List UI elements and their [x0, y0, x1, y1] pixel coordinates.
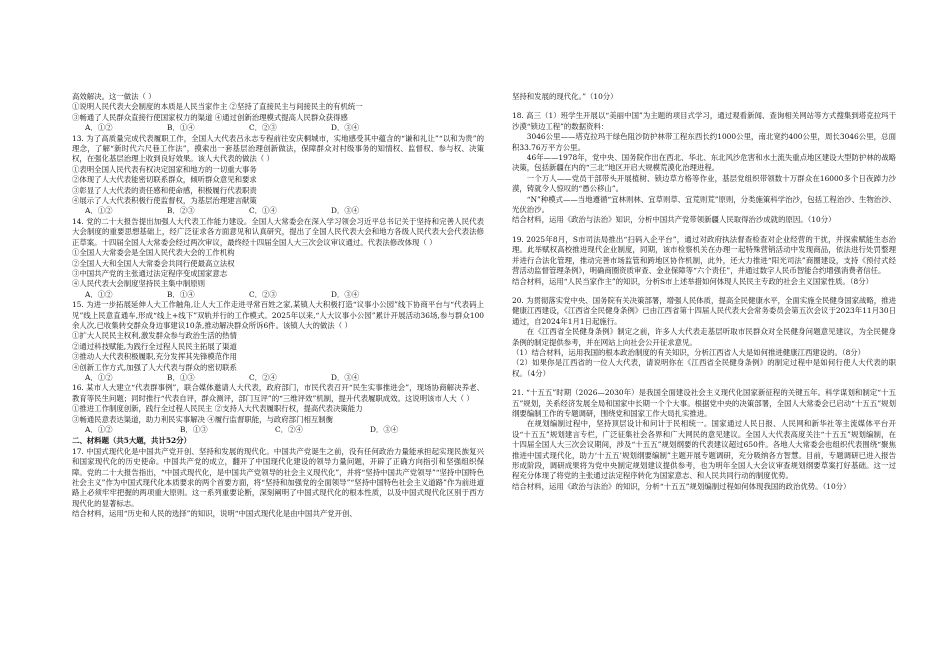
q15-statement: ③推动人大代表积极履职,充分发挥其先锋模范作用	[72, 352, 237, 362]
question-13	[72, 134, 484, 217]
q16-option-c[interactable]: C．②④	[275, 425, 303, 434]
q16-statement: ③畅通民意表达渠道，助力利民实事解决 ④履行监督职能，与政府部门相互制衡	[72, 414, 334, 424]
question-19	[512, 235, 896, 287]
q17-material: 17. 中国式现代化是中国共产党开创、坚持和发展的现代化。中国共产党诞生之前，没有任何政治力量能承担起实现民族复兴和国家现代化的历史使命。中国共产党的成立，翻开了中国现代化建设的领导力量问题，开辟了正确方向指引和坚强组织保障。党的二十大报告指出，“中国式现代化，是中国共产党领导的社会主义现代化”，并将“坚持中国共产党领导”“坚持中国特色社会主义”作为中国式现代化本质要求的两个首要方面，将“坚持和加强党的全面领导”“坚持中国特色社会主义道路”作为前进道路上必须牢牢把握的两项重大原则。这一系列重要论断，深刻阐明了中国式现代化的根本性质，以及中国式现代化区别于西方现代化的显著标志。	[72, 446, 484, 508]
q16-option-b[interactable]: B．①③	[180, 425, 208, 434]
q15-option-b[interactable]: B．①③	[167, 372, 195, 382]
q21-material: 在规划编制过程中，坚持顶层设计和问计于民相统一。国家通过人民日报、人民网和新华社等主流媒体平台开设“十五五”规划建言专栏，广泛征集社会各界和广大网民的意见建议。全国人大代表高度关注“十五五”规划编制，在十四届全国人大三次会议期间，涉及“十五五”规划纲要的代表建议超过650件。各地人大常委会也组织代表围绕“聚焦推进中国式现代化，助力‘十五五’规划纲要编制”主题开展专题调研，充分吸纳各方智慧。目前，专题调研已进入报告形成阶段，调研成果将为党中央制定规划建议提供参考，也为明年全国人大会议审查规划纲要草案打好基础。这一过程充分体现了将党的主张通过法定程序转化为国家意志、和人民共同行动的制度优势。	[512, 419, 896, 481]
q16-option-a[interactable]: A．①②	[85, 425, 113, 434]
right-column	[512, 92, 896, 492]
q14-statement: ①全国人大常委会是全国人民代表大会的工作机构	[72, 248, 235, 258]
question-12-tail	[72, 92, 484, 134]
q13-options	[72, 206, 484, 216]
q13-stem: 13. 为了高质量完成代表履职工作，全国人大代表吕永志专程前往安庆桐城市，实地感受其中蕴含的“谦和礼让”“以和为贵”的理念，了解“新时代六尺巷工作法”，摸索出一套基层治理创新做法，保障群众对村级事务的知情权、监督权、参与权、决策权，在强化基层治理上收到良好效果。该人大代表的做法（ ）	[72, 133, 484, 164]
q12-option-c[interactable]: C．②③	[249, 123, 277, 133]
q15-option-a[interactable]: A．①②	[85, 372, 113, 382]
q13-statement: ③彰显了人大代表的责任感和使命感，积极履行代表职责	[72, 185, 257, 195]
q14-statement: ②全国人大和全国人大常委会共同行使最高立法权	[72, 258, 235, 268]
q15-option-c[interactable]: C．②④	[249, 372, 277, 382]
q12-options	[72, 123, 484, 133]
q16-stem: 16. 某市人大建立“代表群事例”，联合媒体邀请人大代表，政府部门，市民代表召开“民生实事推进会”，现场协商解决养老、教育等民生问题；同时推行“代表自评，群众测评，部门互评”的“三维评效”机制，提升代表履职成效。这说明该市人大（ ）	[72, 383, 484, 403]
q18-stem: 18. 高三（1）班学生开展以“美丽中国”为主题的项目式学习，通过观看新闻、查询相关网站等方式搜集到塔克拉玛干沙漠“锁边工程”的数据资料：	[512, 111, 896, 131]
q13-option-b[interactable]: B．②③	[167, 206, 195, 216]
q20-material: 在《江西省全民健身条例》制定之前，许多人大代表走基层听取市民群众对全民健身问题意见建议，为全民健身条例的制定提供参考，并在网站上向社会公开征求意见。	[512, 327, 896, 347]
q18-material: 3046公里——塔克拉玛干绿色阻沙防护林带工程东西长约1000公里，南北宽约400公里，周长3046公里，总面积33.76万平方公里。	[512, 132, 896, 152]
question-21	[512, 388, 896, 492]
question-17	[72, 447, 484, 520]
q13-statement: ④展示了人大代表积极行使监督权，为基层治理建言献策	[72, 196, 257, 206]
q16-option-d[interactable]: D．③④	[370, 425, 399, 434]
q13-statement: ①表明全国人民代表有权决定国家和地方的一切重大事务	[72, 164, 257, 174]
q14-option-d[interactable]: D．③④	[331, 289, 360, 299]
question-20	[512, 296, 896, 379]
section-title: 二、材料题（共5大题，共计52分）	[72, 436, 191, 446]
q13-option-d[interactable]: D．③④	[331, 206, 360, 216]
q21-material: 21. “十五五”时期（2026—2030年）是我国全面建设社会主义现代化国家新征程的关键五年。科学谋划和制定“十五五”规划，关系经济发展全局和国家中长期一个个大事。根据党中央的决策部署，全国人大常委会已启动“十五五”规划纲要编制工作的专题调研，围绕党和国家工作大局扎实推进。	[512, 388, 896, 418]
q19-prompt: 结合材料，运用“人民当家作主”的知识，分析S市上述举措如何体现人民民主专政的社会主义国家性质。（8分）	[512, 276, 873, 286]
q16-statement: ①推进工作制度创新，践行全过程人民民主 ②支持人大代表履职行权，提高代表决策能力	[72, 404, 363, 414]
q14-options	[72, 290, 484, 300]
q12-statement: ③畅通了人民群众直接行使国家权力的渠道 ④通过创新治理模式提高人民群众获得感	[72, 112, 348, 122]
q19-material: 19. 2025年8月，S市司法局推出“扫码入企平台”，通过对政府执法督查检查对企业经营的干扰，并探索赋能生态治理。此举赋权高校推进现代企业制度，同期，该市检察机关在办理一起特殊营销活动中发现商品，依法进行处罚整理并进行合法化管理，推动完善市场监管和跨地区协作机制，此外，还大力推进“阳光司法”商圈建设，支持《预付式经营活动监督管理条例》，明确商圈资质审查、金业保障等“六个责任”，并通过数字人民币智能合约增强消费者信任。	[512, 234, 896, 276]
q14-statement: ④人民代表大会制度坚持民主集中制原则	[72, 279, 206, 289]
q12-option-b[interactable]: B．①④	[167, 123, 195, 133]
left-column	[72, 92, 484, 520]
q18-material: “N”种模式——当地遵循“宜林则林、宜草则草、宜荒则荒”原则，分类施策科学治沙，包括工程治沙、生物治沙、光伏治沙。	[512, 194, 896, 215]
question-15	[72, 300, 484, 383]
q12-option-a[interactable]: A．①②	[85, 123, 113, 133]
q12-option-d[interactable]: D．③④	[331, 123, 360, 133]
q18-prompt: 结合材料，运用《政治与法治》知识，分析中国共产党带领新疆人民取得治沙成就的原因。（10分）	[512, 215, 836, 225]
q21-prompt: 结合材料，运用《政治与法治》的知识，分析“十五五”规划编制过程如何体现我国的政治优势。（10分）	[512, 481, 851, 491]
question-14	[72, 217, 484, 300]
q17-prompt-tail: 坚持和发展的现代化。”（10分）	[512, 92, 618, 101]
q16-options	[72, 425, 484, 435]
q12-tail-line: 高效解决。这一做法（ ）	[72, 92, 156, 101]
q14-stem: 14. 党的二十大报告提出加强人大代表工作能力建设。全国人大常委会在深入学习领会习近平总书记关于坚持和完善人民代表大会制度的重要思想基础上，经广泛征求各方面意见和认真研究，提出了全国人民代表大会和地方各级人民代表大会代表法修正草案。十四届全国人大常委会经过两次审议，最终经十四届全国人大三次会议审议通过。代表法修改体现（ ）	[72, 216, 484, 247]
q15-statement: ②通过科技赋能,为践行全过程人民民主拓展了渠道	[72, 341, 237, 351]
q13-statement: ②体现了人大代表能密切联系群众，倾听群众意见和要求	[72, 175, 257, 185]
q18-material: 一个万人——党员干部带头开展植树、锁边草方格等作业，基层党组织带领数十万群众在16000多个日夜踔力沙漠，铸就令人惊叹的“愚公移山”。	[512, 173, 896, 194]
q14-statement: ③中国共产党的主张通过法定程序变成国家意志	[72, 268, 228, 278]
q12-statement: ①说明人民代表大会制度的本质是人民当家作主 ②坚持了直接民主与间接民主的有机统一	[72, 102, 363, 112]
q15-statement: ①扩大人民民主权利,激发群众参与政治生活的热情	[72, 331, 237, 341]
q13-option-a[interactable]: A．①②	[85, 206, 113, 216]
q20-material: 20. 为贯彻落实党中央、国务院有关决策部署，增强人民体质，提高全民健康水平，全面实施全民健身国家战略，推进健康江西建设，《江西省全民健身条例》已由江西省第十四届人民代表大会常务委员会第五次会议于2023年11月30日通过，自2024年1月1日起施行。	[512, 295, 896, 326]
q17-prompt: 结合材料，运用“历史和人民的选择”的知识，说明“中国式现代化是由中国共产党开创、	[72, 509, 357, 519]
q20-subquestion-2: （2）如果你是江西省的一位人大代表，请说明你在《江西省全民健身条例》的制定过程中是如何行使人大代表的职权。（4分）	[512, 358, 896, 378]
q15-stem: 15. 为进一步拓展延伸人大工作触角,让人大工作走进寻常百姓之家,某镇人大积极打造“议事小公园”线下协商平台与“代表码上见”线上民意直通车,形成“线上+线下”双轨并行的工作模式。2025年以来,“人大议事小公园”累计开展活动36场,参与群众100余人次,已收集转交群众身边事建议10条,推动解决群众所诉6件。该镇人大的做法（ ）	[72, 300, 484, 330]
q14-option-a[interactable]: A．①②	[85, 289, 113, 299]
question-16	[72, 383, 484, 435]
q15-options	[72, 373, 484, 383]
q14-option-b[interactable]: B．①④	[167, 289, 195, 299]
question-18	[512, 111, 896, 225]
q13-option-c[interactable]: C．①④	[249, 206, 277, 216]
q20-subquestion-1: （1）结合材料，运用我国的根本政治制度的有关知识，分析江西省人大是如何推进健康江西建设的。（8分）	[512, 347, 866, 357]
q14-option-c[interactable]: C．②③	[249, 289, 277, 299]
q15-option-d[interactable]: D．③④	[331, 372, 360, 382]
q15-statement: ④创新工作方式,加强了人大代表与群众的密切联系	[72, 362, 237, 372]
q18-material: 46年——1978年，党中央、国务院作出在西北、华北、东北风沙危害和水土流失重点地区建设大型防护林的战略决策，包括新疆在内的“三北”地区开启大规模荒漠化治理进程。	[512, 153, 896, 173]
